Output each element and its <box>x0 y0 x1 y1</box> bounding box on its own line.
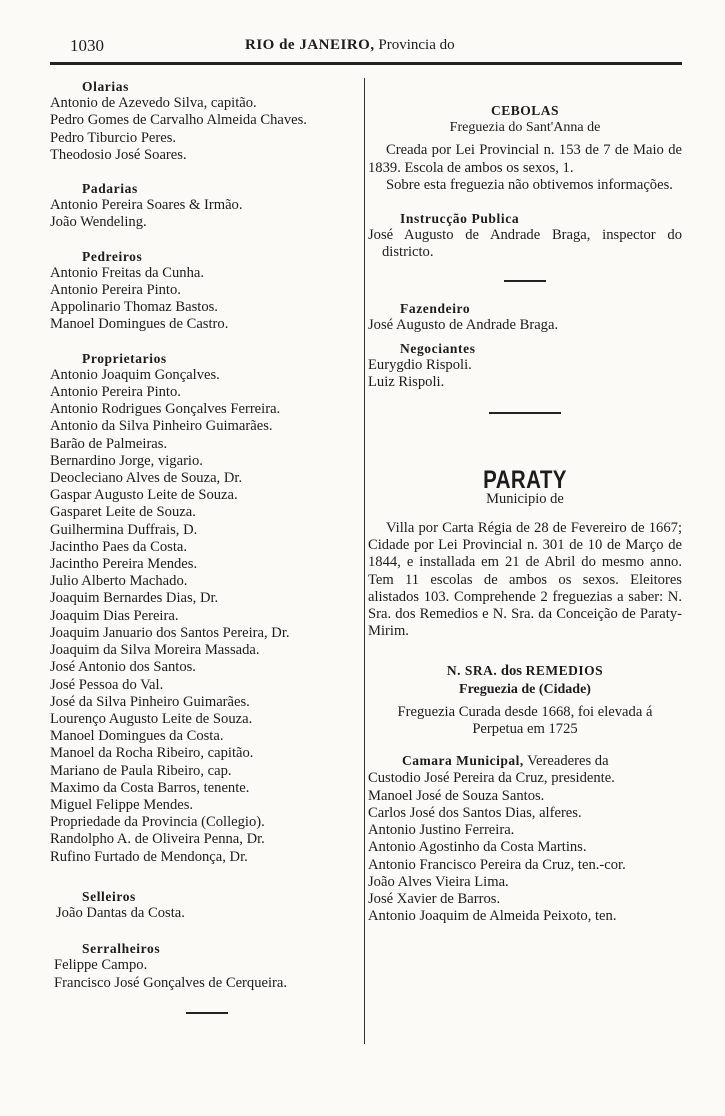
paragraph-cebolas: Creada por Lei Provincial n. 153 de 7 de Maio de 1839. Escola de ambos os sexos, 1. <box>368 142 682 176</box>
section-title-pedreiros: Pedreiros <box>82 248 143 264</box>
list-item: Carlos José dos Santos Dias, alferes. <box>368 804 582 821</box>
list-item: Joaquim Bernardes Dias, Dr. <box>50 590 219 607</box>
list-item: Antonio Freitas da Cunha. <box>50 264 205 281</box>
list-item: Jacintho Pereira Mendes. <box>50 556 198 573</box>
page-number: 1030 <box>70 36 104 55</box>
list-item: Manoel Domingues de Castro. <box>50 316 229 333</box>
list-item: Gaspar Augusto Leite de Souza. <box>50 487 238 504</box>
list-item: Eurygdio Rispoli. <box>368 357 472 374</box>
remedios-title-part2: REMEDIOS <box>525 663 604 679</box>
section-title-cebolas: CEBOLAS <box>490 103 560 118</box>
list-item: Antonio Joaquim Gonçalves. <box>50 366 220 383</box>
list-item: Lourenço Augusto Leite de Souza. <box>50 710 253 727</box>
list-item: Francisco José Gonçalves de Cerqueira. <box>54 974 288 991</box>
list-item: Joaquim da Silva Moreira Massada. <box>50 642 260 659</box>
column-divider <box>364 78 365 1044</box>
list-item: Antonio Rodrigues Gonçalves Ferreira. <box>50 401 281 418</box>
section-divider <box>504 280 546 282</box>
section-title-instrucao: Instrucção Publica <box>400 211 520 227</box>
running-title-bold: RIO de JANEIRO, <box>245 37 375 53</box>
list-item: Antonio Justino Ferreira. <box>368 822 515 839</box>
list-item: Manoel Domingues da Costa. <box>50 728 224 745</box>
list-item: Gasparet Leite de Souza. <box>50 504 196 521</box>
list-item: Joaquim Dias Pereira. <box>50 607 179 624</box>
list-item: Antonio Pereira Pinto. <box>50 282 181 299</box>
list-item: Rufino Furtado de Mendonça, Dr. <box>50 848 248 865</box>
section-title-olarias: Olarias <box>82 79 129 94</box>
section-title-paraty: PARATY <box>483 465 567 494</box>
section-title-selleiros: Selleiros <box>82 888 136 904</box>
list-item: Mariano de Paula Ribeiro, cap. <box>50 762 232 779</box>
camara-title: Camara Municipal, <box>402 753 524 769</box>
list-item: Felippe Campo. <box>54 957 148 974</box>
section-divider <box>489 412 561 414</box>
list-item: Julio Alberto Machado. <box>50 573 188 590</box>
page-header <box>50 36 682 65</box>
list-item: José Augusto de Andrade Braga. <box>368 316 559 333</box>
section-title-padarias: Padarias <box>82 181 138 197</box>
section-title-camara <box>368 752 682 770</box>
list-item: José Augusto de Andrade Braga, inspector do districto. <box>368 227 682 261</box>
remedios-title-mid: dos <box>497 663 526 680</box>
section-title-proprietarios: Proprietarios <box>82 350 167 366</box>
paragraph-remedios: Freguezia Curada desde 1668, foi elevada á Perpetua em 1725 <box>397 703 653 738</box>
list-item: Antonio da Silva Pinheiro Guimarães. <box>50 418 273 435</box>
list-item: João Dantas da Costa. <box>56 904 185 921</box>
list-item: Guilhermina Duffrais, D. <box>50 521 198 538</box>
list-item: José da Silva Pinheiro Guimarães. <box>50 693 250 710</box>
list-item: Maximo da Costa Barros, tenente. <box>50 779 250 796</box>
list-item: José Xavier de Barros. <box>368 890 501 907</box>
list-item: Theodosio José Soares. <box>50 146 187 163</box>
remedios-title-part1: N. SRA. <box>446 663 498 679</box>
list-item: Jacintho Paes da Costa. <box>50 538 187 555</box>
list-item: Custodio José Pereira da Cruz, presidente. <box>368 770 615 787</box>
list-item: Bernardino Jorge, vigario. <box>50 452 203 469</box>
section-title-fazendeiro: Fazendeiro <box>400 300 471 316</box>
section-subtitle-remedios: Freguezia de (Cidade) <box>459 681 591 697</box>
list-item: Manoel José de Souza Santos. <box>368 787 545 804</box>
list-item: Propriedade da Provincia (Collegio). <box>50 814 265 831</box>
right-column <box>368 102 682 925</box>
section-title-remedios <box>368 662 682 680</box>
section-title-serralheiros: Serralheiros <box>82 941 161 957</box>
paragraph-cebolas-note: Sobre esta freguezia não obtivemos informações. <box>386 176 673 193</box>
list-item: Joaquim Januario dos Santos Pereira, Dr. <box>50 624 290 641</box>
list-item: João Alves Vieira Lima. <box>368 873 509 890</box>
list-item: Manoel da Rocha Ribeiro, capitão. <box>50 745 254 762</box>
list-item: José Antonio dos Santos. <box>50 659 196 676</box>
section-title-negociantes: Negociantes <box>400 341 476 357</box>
list-item: Antonio Pereira Soares & Irmão. <box>50 197 243 214</box>
paragraph-paraty: Villa por Carta Régia de 28 de Fevereiro de 1667; Cidade por Lei Provincial n. 301 de 10 de Março de 1844, e installada em 21 de Abril do mesmo anno. Tem 11 escolas de ambos os sexos. Eleitores alistados 103. Comprehende 2 freguezias a saber: N. Sra. dos Remedios e N. Sra. da Conceição de Paraty-Mirim. <box>368 520 682 640</box>
list-item: Miguel Felippe Mendes. <box>50 796 194 813</box>
left-column <box>50 78 362 1032</box>
running-title <box>245 37 455 54</box>
list-item: João Wendeling. <box>50 214 147 231</box>
list-item: Deocleciano Alves de Souza, Dr. <box>50 470 243 487</box>
camara-title-rest: Vereaderes da <box>523 753 609 770</box>
list-item: Pedro Tiburcio Peres. <box>50 129 177 146</box>
list-item: Antonio Agostinho da Costa Martins. <box>368 839 587 856</box>
list-item: Appolinario Thomaz Bastos. <box>50 299 218 316</box>
list-item: Pedro Gomes de Carvalho Almeida Chaves. <box>50 112 307 129</box>
list-item: José Pessoa do Val. <box>50 676 164 693</box>
section-subtitle-paraty: Municipio de <box>486 490 564 507</box>
list-item: Antonio de Azevedo Silva, capitão. <box>50 95 257 112</box>
list-item: Randolpho A. de Oliveira Penna, Dr. <box>50 831 265 848</box>
list-item: Antonio Pereira Pinto. <box>50 384 181 401</box>
section-divider <box>186 1012 228 1014</box>
list-item: Antonio Francisco Pereira da Cruz, ten.-cor. <box>368 856 626 873</box>
list-item: Antonio Joaquim de Almeida Peixoto, ten. <box>368 908 617 925</box>
list-item: Barão de Palmeiras. <box>50 435 168 452</box>
list-item: Luiz Rispoli. <box>368 374 445 391</box>
section-subtitle-cebolas: Freguezia do Sant'Anna de <box>449 120 601 136</box>
running-title-rest: Provincia do <box>378 37 455 53</box>
